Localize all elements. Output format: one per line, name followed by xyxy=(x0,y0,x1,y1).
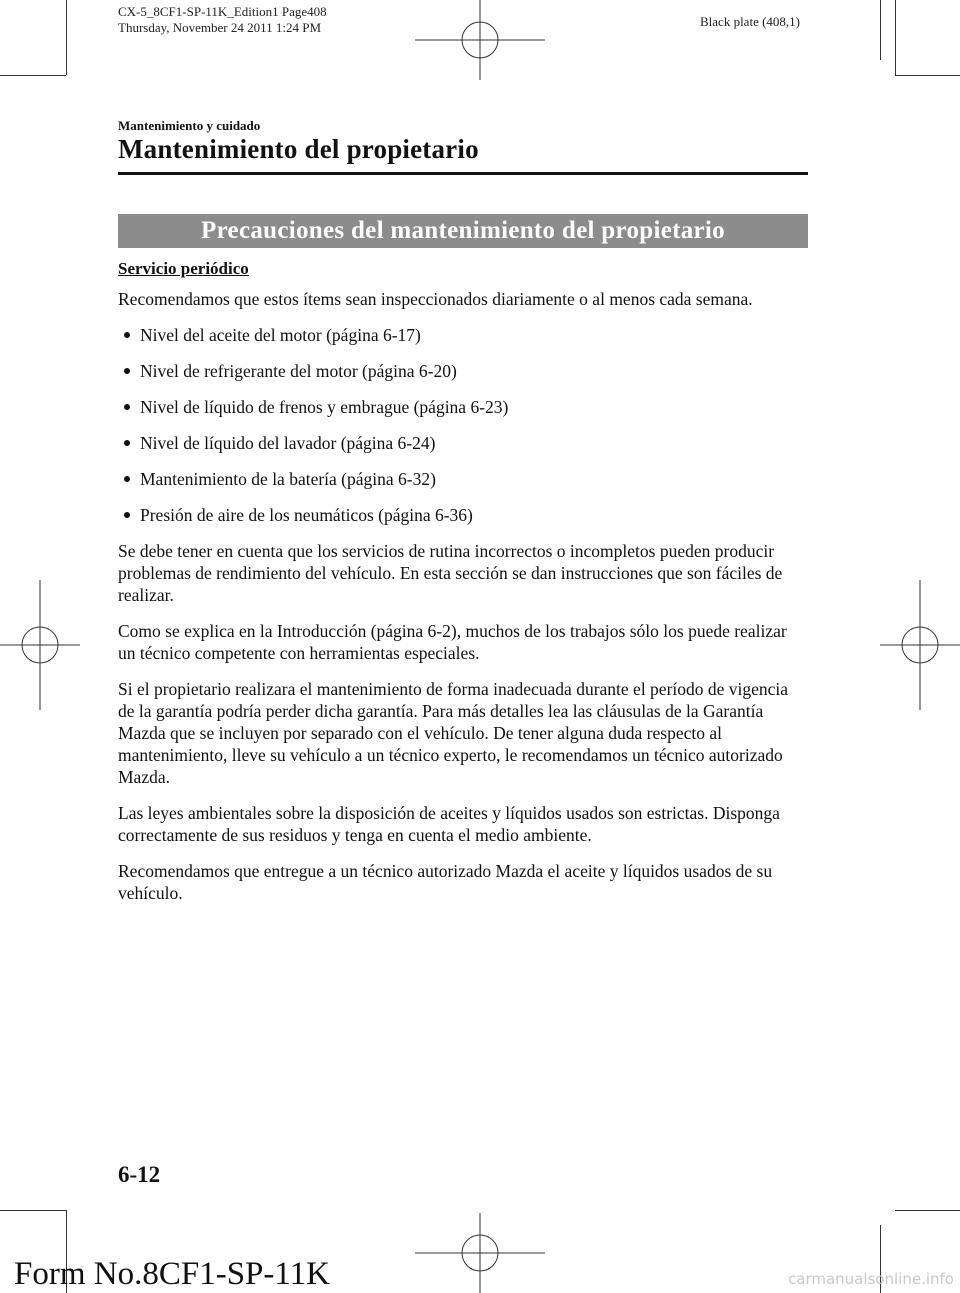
chapter-title: Mantenimiento del propietario xyxy=(118,134,479,164)
section-banner xyxy=(118,214,808,248)
paragraph: Las leyes ambientales sobre la disposición de aceites y líquidos usados son estrictas. Disponga correctamente de sus residuos y tenga en cuenta el medio ambiente. xyxy=(118,803,780,845)
crop-mark-top-right-v xyxy=(880,0,881,60)
bullet-icon xyxy=(124,332,130,338)
bullet-icon xyxy=(124,404,130,410)
print-meta-file: CX-5_8CF1-SP-11K_Edition1 Page408 xyxy=(118,4,327,19)
paragraph: Se debe tener en cuenta que los servicios de rutina incorrectos o incompletos pueden producir problemas de rendimiento del vehículo. En esta sección se dan instrucciones que son fáciles de realizar. xyxy=(118,541,783,605)
list-item-text: Nivel de líquido de frenos y embrague (página 6-23) xyxy=(140,397,509,417)
form-number: Form No.8CF1-SP-11K xyxy=(14,1256,330,1292)
chapter-divider xyxy=(118,172,808,175)
list-item xyxy=(118,504,808,526)
registration-mark-right xyxy=(880,580,960,710)
list-item-text: Nivel de líquido del lavador (página 6-24) xyxy=(140,433,436,453)
list-item xyxy=(118,396,808,418)
bullet-icon xyxy=(124,440,130,446)
bullet-icon xyxy=(124,512,130,518)
registration-mark-left xyxy=(0,580,80,710)
paragraph: Como se explica en la Introducción (página 6-2), muchos de los trabajos sólo los puede realizar un técnico competente con herramientas especiales. xyxy=(118,621,787,663)
crop-mark-top-left-v xyxy=(66,0,67,75)
list-item xyxy=(118,360,808,382)
print-meta-plate: Black plate (408,1) xyxy=(700,14,800,29)
bullet-icon xyxy=(124,476,130,482)
list-item xyxy=(118,324,808,346)
list-item xyxy=(118,432,808,454)
subhead-periodic-service: Servicio periódico xyxy=(118,259,249,278)
watermark: carmanualsonline.info xyxy=(788,1270,954,1288)
intro-paragraph: Recomendamos que estos ítems sean inspeccionados diariamente o al menos cada semana. xyxy=(118,289,753,309)
crop-mark-bottom-right-h xyxy=(895,1210,960,1211)
page-number: 6-12 xyxy=(118,1162,161,1187)
registration-mark-bottom xyxy=(415,1213,545,1293)
section-label: Mantenimiento y cuidado xyxy=(118,118,261,133)
list-item-text: Mantenimiento de la batería (página 6-32) xyxy=(140,469,436,489)
crop-mark-bottom-left-h xyxy=(0,1210,66,1211)
list-item xyxy=(118,468,808,490)
bullet-icon xyxy=(124,368,130,374)
print-meta-date: Thursday, November 24 2011 1:24 PM xyxy=(118,20,322,35)
checklist xyxy=(118,324,808,526)
list-item-text: Nivel del aceite del motor (página 6-17) xyxy=(140,325,421,345)
paragraph: Si el propietario realizara el mantenimiento de forma inadecuada durante el período de vigencia de la garantía podría perder dicha garantía. Para más detalles lea las cláusulas de la Garantía Mazda que se incluyen por separado con el vehículo. De tener alguna duda respecto al mantenimiento, lleve su vehículo a un técnico experto, le recomendamos un técnico autorizado Mazda. xyxy=(118,679,789,787)
crop-mark-top-right-h xyxy=(895,75,960,76)
crop-mark-top-right-v2 xyxy=(895,0,896,75)
main-content xyxy=(118,258,808,918)
list-item-text: Presión de aire de los neumáticos (página 6-36) xyxy=(140,505,473,525)
banner-title: Precauciones del mantenimiento del propietario xyxy=(201,217,725,244)
registration-mark-top xyxy=(415,0,545,80)
list-item-text: Nivel de refrigerante del motor (página 6-20) xyxy=(140,361,457,381)
paragraph: Recomendamos que entregue a un técnico autorizado Mazda el aceite y líquidos usados de su vehículo. xyxy=(118,861,773,903)
crop-mark-top-left-h xyxy=(0,75,66,76)
